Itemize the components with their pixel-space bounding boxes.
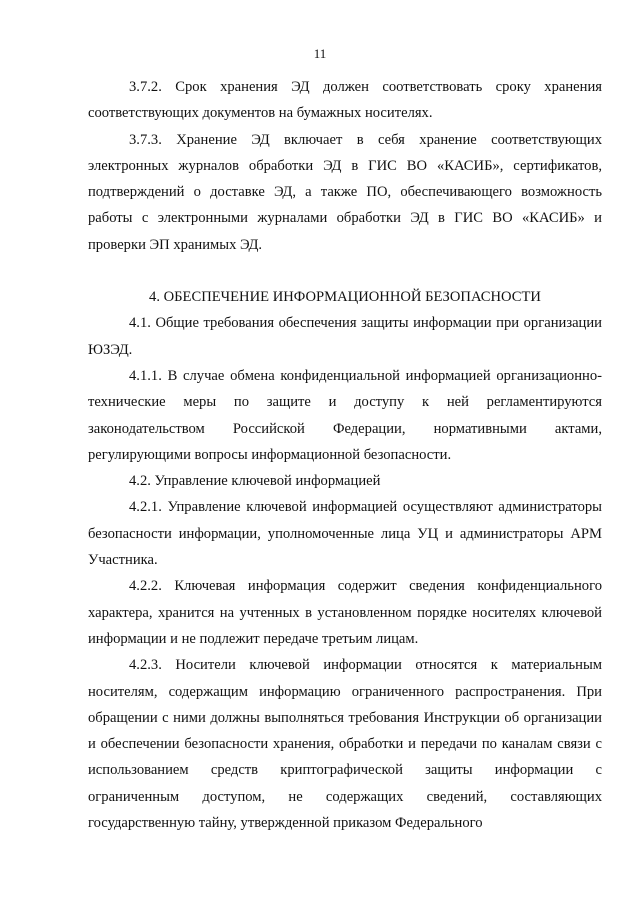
paragraph-4-1: 4.1. Общие требования обеспечения защиты информации при организации ЮЗЭД. [88,315,602,358]
paragraph-3-7-3: 3.7.3. Хранение ЭД включает в себя хранение соответствующих электронных журналов обработки ЭД в ГИС ВО «КАСИБ», сертификатов, подтверждений о доставке ЭД, а также ПО, обеспечивающего возможность работы с электронными журналами обработки ЭД в ГИС ВО «КАСИБ» и проверки ЭП хранимых ЭД. [88,131,602,253]
paragraph-4-2-1: 4.2.1. Управление ключевой информацией осуществляют администраторы безопасности информации, уполномоченные лица УЦ и администраторы АРМ Участника. [88,499,602,569]
page-number: 11 [313,46,327,61]
paragraph-4-2: 4.2. Управление ключевой информацией [129,473,381,490]
section-heading: 4. ОБЕСПЕЧЕНИЕ ИНФОРМАЦИОННОЙ БЕЗОПАСНОСТИ [149,289,541,306]
document-body [88,74,602,836]
paragraph-4-2-2: 4.2.2. Ключевая информация содержит сведения конфиденциального характера, хранится на учтенных в установленном порядке носителях ключевой информации и не подлежит передаче третьим лицам. [88,578,602,647]
paragraph-4-2-3: 4.2.3. Носители ключевой информации относятся к материальным носителям, содержащим информацию ограниченного распространения. При обращении с ними должны выполняться требования Инструкции об организации и обеспечении безопасности хранения, обработки и передачи по каналам связи с использованием средств криптографической защиты информации с ограниченным доступом, не содержащих сведений, составляющих государственную тайну, утвержденной приказом Федерального [88,657,602,832]
paragraph-4-1-1: 4.1.1. В случае обмена конфиденциальной информацией организационно-технические меры по защите и доступу к ней регламентируются законодательством Российской Федерации, нормативными актами, регулирующими вопросы информационной безопасности. [88,367,602,463]
paragraph-3-7-2: 3.7.2. Срок хранения ЭД должен соответствовать сроку хранения соответствующих документов на бумажных носителях. [88,79,602,122]
